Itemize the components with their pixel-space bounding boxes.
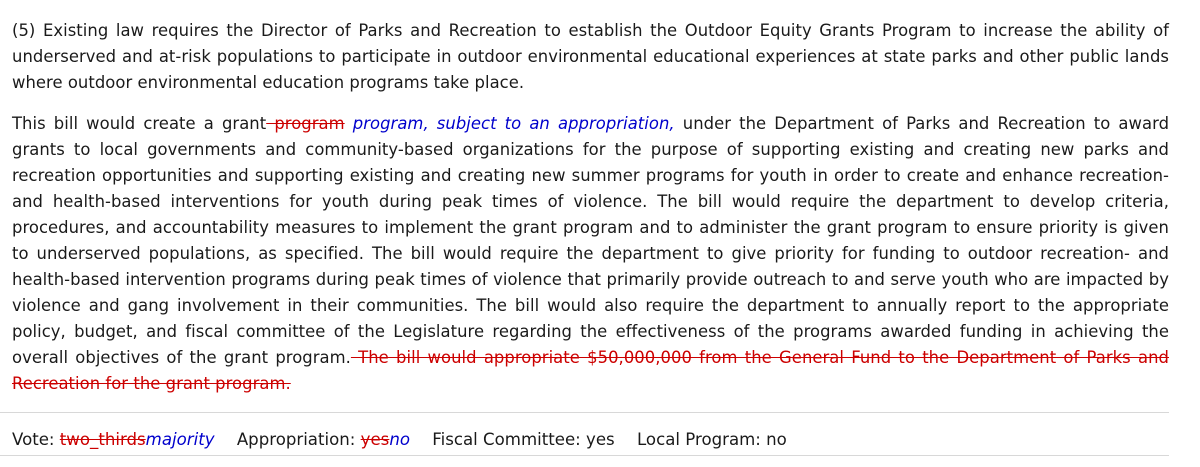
summary-lead-text: This bill would create a grant xyxy=(12,114,267,133)
paragraph-bill-summary xyxy=(12,111,1169,397)
vote-deleted-value: two_thirds xyxy=(59,430,146,449)
vote-label: Vote: xyxy=(12,430,60,449)
deleted-text: program xyxy=(266,114,345,133)
summary-body-text: under the Department of Parks and Recreation to award grants to local governments and community-based organizations for the purpose of supporting existing and creating new parks and recreation opportunities and supporting existing and creating new summer programs for youth in order to create and enhance recreation- and health-based interventions for youth during peak times of violence. The bill would require the department to develop criteria, procedures, and accountability measures to implement the grant program and to administer the grant program to ensure priority is given to underserved populations, as specified. The bill would require the department to give priority for funding to outdoor recreation- and health-based intervention programs during peak times of violence that primarily provide outreach to and serve youth who are impacted by violence and gang involvement in their communities. The bill would also require the department to annually report to the appropriate policy, budget, and fiscal committee of the Legislature regarding the effectiveness of the programs awarded funding in achieving the overall objectives of the grant program. xyxy=(12,114,1170,367)
appropriation-inserted-value: no xyxy=(389,430,410,449)
deleted-appropriation-text: The bill would appropriate $50,000,000 from the General Fund to the Department of Parks and Recreation for the grant program. xyxy=(12,348,1169,393)
vote-summary-line xyxy=(12,427,804,453)
vote-line-bottom-divider xyxy=(0,455,1169,456)
paragraph-existing-law xyxy=(12,18,1169,96)
local-program-field: Local Program: no xyxy=(636,430,787,449)
inserted-text: program, subject to an appropriation, xyxy=(344,114,675,133)
vote-line-top-divider xyxy=(0,412,1169,413)
bill-digest xyxy=(12,18,1169,397)
appropriation-deleted-value: yes xyxy=(360,430,390,449)
appropriation-label: Appropriation: xyxy=(236,430,361,449)
appropriation-field xyxy=(237,430,410,449)
vote-field xyxy=(12,430,215,449)
vote-inserted-value: majority xyxy=(145,430,215,449)
paragraph-existing-law-text: (5) Existing law requires the Director of Parks and Recreation to establish the Outdoor Equity Grants Program to increase the ability of underserved and at-risk populations to participate in outdoor environmental educational experiences at state parks and other public lands where outdoor environmental education programs take place. xyxy=(12,21,1169,92)
fiscal-committee-field: Fiscal Committee: yes xyxy=(432,430,615,449)
